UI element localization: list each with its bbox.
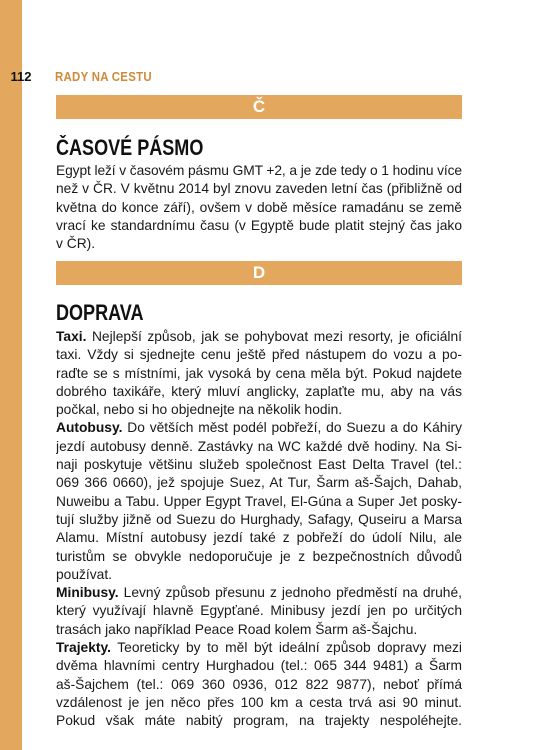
term-minibusy: Minibusy. [56, 585, 119, 601]
text-line: počkal, nebo si ho objednejte na několik hodin. [56, 402, 343, 418]
text-line: používat. [56, 566, 112, 582]
section-body-casove-pasmo [56, 162, 462, 253]
text-line: Trajekty. Teoreticky by to měl být ideální způsob dopravy mezi [56, 640, 462, 656]
text-line: taxi. Vždy si sjednejte cenu ještě před nástupem do vozu a po- [56, 347, 462, 363]
page-edge-bar [0, 0, 22, 750]
text-line: Egypt leží v časovém pásmu GMT +2, a je zde tedy o 1 hodinu více [56, 163, 462, 178]
text-line: Minibusy. Levný způsob přesunu z jednoho předměstí na druhé, [56, 585, 462, 601]
letter-banner-d: D [56, 261, 462, 285]
text-line: tují služby jižně od Suezu do Hurghady, Safagy, Quseiru a Marsa [56, 511, 462, 527]
text-line: trasách jako například Peace Road kolem Šarm aš-Šajchu. [56, 621, 418, 637]
text-line: dvěma hlavními centry Hurghadou (tel.: 065 344 9481) a Šarm [56, 658, 462, 674]
text-line: Autobusy. Do větších měst podél pobřeží, do Suezu a do Káhiry [56, 420, 462, 436]
page-number: 112 [10, 69, 32, 84]
text-line: Alamu. Místní autobusy jezdí také z pobřeží do údolí Nilu, ale [56, 530, 462, 546]
text-line: vzdálenost je jen něco přes 100 km a cesta trvá asi 90 minut. [56, 694, 462, 710]
section-title-doprava: DOPRAVA [56, 300, 144, 325]
term-autobusy: Autobusy. [56, 420, 123, 436]
text-line: naji poskytuje většinu služeb společnost East Delta Travel (tel.: [56, 457, 462, 473]
section-body-doprava [56, 328, 462, 731]
text-line: Nuweibu a Tabu. Upper Egypt Travel, El-Gúna a Super Jet posky- [56, 493, 462, 509]
text-line: Pokud však máte nabitý program, na trajekty nespoléhejte. [56, 713, 462, 729]
text-line: v ČR). [56, 236, 96, 252]
text-line: dobrého taxikáře, který mluví anglicky, zaplaťte mu, aby na vás [56, 383, 462, 399]
text-line: jezdí autobusy denně. Zastávky na WC každé dvě hodiny. Na Si- [56, 438, 462, 454]
text-line: května do konce září), ovšem v době měsíce ramadánu se země [56, 199, 462, 215]
text-line: aš-Šajchem (tel.: 069 360 0936, 012 822 9877), neboť přímá [56, 676, 462, 692]
text-line: raďte se s místními, jak vysoká by cena měla být. Pokud najdete [56, 365, 462, 381]
text-line: vrací ke standardnímu času (v Egyptě bude platit stejný čas jako [56, 217, 462, 233]
text-line: 069 366 0660), jež spojuje Suez, At Tur, Šarm aš-Šajch, Dahab, [56, 475, 462, 491]
text-line: který využívají hlavně Egypťané. Minibusy jezdí jen po určitých [56, 603, 462, 619]
term-trajekty: Trajekty. [56, 640, 111, 656]
text-line: Taxi. Nejlepší způsob, jak se pohybovat mezi resorty, je oficiální [56, 329, 462, 344]
term-taxi: Taxi. [56, 329, 87, 344]
text-line: než v ČR. V květnu 2014 byl znovu zaveden letní čas (přibližně od [56, 181, 462, 197]
running-head: RADY NA CESTU [55, 69, 152, 84]
letter-banner-c: Č [56, 95, 462, 119]
text-line: turistům se obvykle nedoporučuje je z bezpečnostních důvodů [56, 548, 462, 564]
section-title-casove-pasmo: ČASOVÉ PÁSMO [56, 135, 204, 160]
